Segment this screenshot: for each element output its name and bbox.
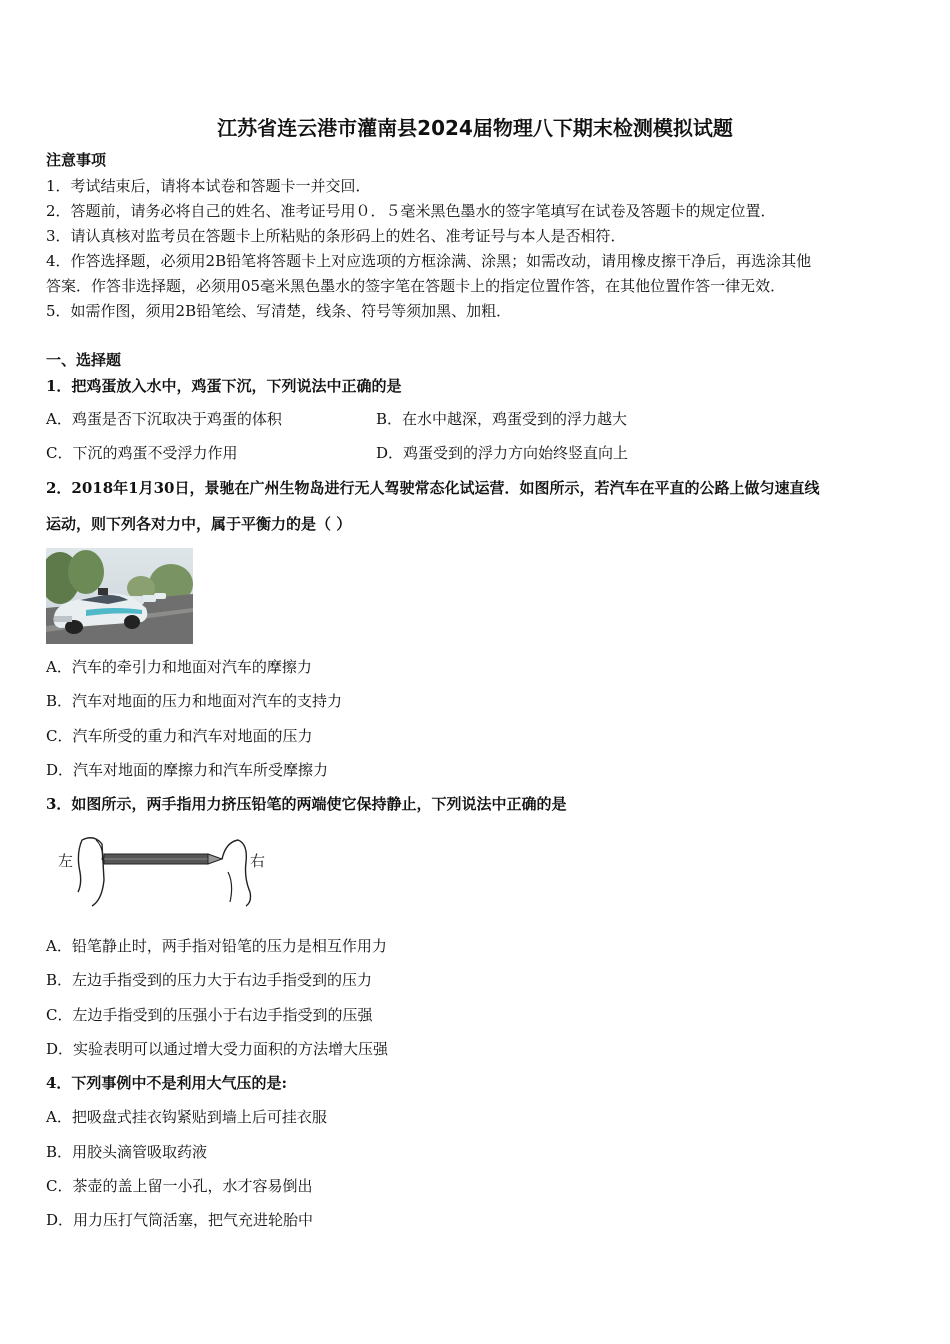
notice-item: 1．考试结束后，请将本试卷和答题卡一并交回． [46, 177, 371, 195]
question-1-option-b: B．在水中越深，鸡蛋受到的浮力越大 [376, 410, 628, 428]
question-1-stem: 1．把鸡蛋放入水中，鸡蛋下沉，下列说法中正确的是 [46, 377, 402, 395]
question-2-option-a: A．汽车的牵引力和地面对汽车的摩擦力 [46, 658, 312, 676]
question-2-option-c: C．汽车所受的重力和汽车对地面的压力 [46, 727, 313, 745]
question-4-option-a: A．把吸盘式挂衣钩紧贴到墙上后可挂衣服 [46, 1108, 327, 1126]
pencil-finger-figure [52, 832, 272, 908]
question-2-option-b: B．汽车对地面的压力和地面对汽车的支持力 [46, 692, 343, 710]
page-title: 江苏省连云港市灌南县2024届物理八下期末检测模拟试题 [217, 116, 733, 140]
question-3-option-c: C．左边手指受到的压强小于右边手指受到的压强 [46, 1006, 373, 1024]
question-3-option-a: A．铅笔静止时，两手指对铅笔的压力是相互作用力 [46, 937, 387, 955]
question-1-option-d: D．鸡蛋受到的浮力方向始终竖直向上 [376, 444, 629, 462]
notice-item: 答案．作答非选择题，必须用05毫米黑色墨水的签字笔在答题卡上的指定位置作答，在其他位置作答一律无效． [46, 277, 786, 295]
question-4-stem: 4．下列事例中不是利用大气压的是: [46, 1074, 287, 1092]
question-3-option-b: B．左边手指受到的压力大于右边手指受到的压力 [46, 971, 373, 989]
question-4-option-d: D．用力压打气筒活塞，把气充进轮胎中 [46, 1211, 314, 1229]
question-1-option-c: C．下沉的鸡蛋不受浮力作用 [46, 444, 238, 462]
question-2-stem-cont: 运动，则下列各对力中，属于平衡力的是（ ） [46, 515, 352, 533]
question-3-option-d: D．实验表明可以通过增大受力面积的方法增大压强 [46, 1040, 389, 1058]
section-heading: 一、选择题 [46, 351, 122, 369]
question-4-option-c: C．茶壶的盖上留一小孔，水才容易倒出 [46, 1177, 313, 1195]
question-4-option-b: B．用胶头滴管吸取药液 [46, 1143, 208, 1161]
notice-item: 3．请认真核对监考员在答题卡上所粘贴的条形码上的姓名、准考证号与本人是否相符． [46, 227, 626, 245]
notice-item: 5．如需作图，须用2B铅笔绘、写清楚，线条、符号等须加黑、加粗． [46, 302, 512, 320]
right-label: 右 [250, 852, 266, 870]
question-1-option-a: A．鸡蛋是否下沉取决于鸡蛋的体积 [46, 410, 282, 428]
notice-heading: 注意事项 [46, 151, 107, 169]
notice-item: 4．作答选择题，必须用2B铅笔将答题卡上对应选项的方框涂满、涂黑；如需改动，请用橡皮擦干净后，再选涂其他 [46, 252, 812, 270]
question-2-option-d: D．汽车对地面的摩擦力和汽车所受摩擦力 [46, 761, 329, 779]
question-3-stem: 3．如图所示，两手指用力挤压铅笔的两端使它保持静止，下列说法中正确的是 [46, 795, 567, 813]
left-label: 左 [58, 852, 74, 870]
question-2-stem: 2．2018年1月30日，景驰在广州生物岛进行无人驾驶常态化试运营．如图所示，若汽车在平直的公路上做匀速直线 [46, 479, 820, 497]
notice-item: 2．答题前，请务必将自己的姓名、准考证号用０．５毫米黑色墨水的签字笔填写在试卷及答题卡的规定位置． [46, 202, 776, 220]
autonomous-car-photo [46, 548, 193, 644]
